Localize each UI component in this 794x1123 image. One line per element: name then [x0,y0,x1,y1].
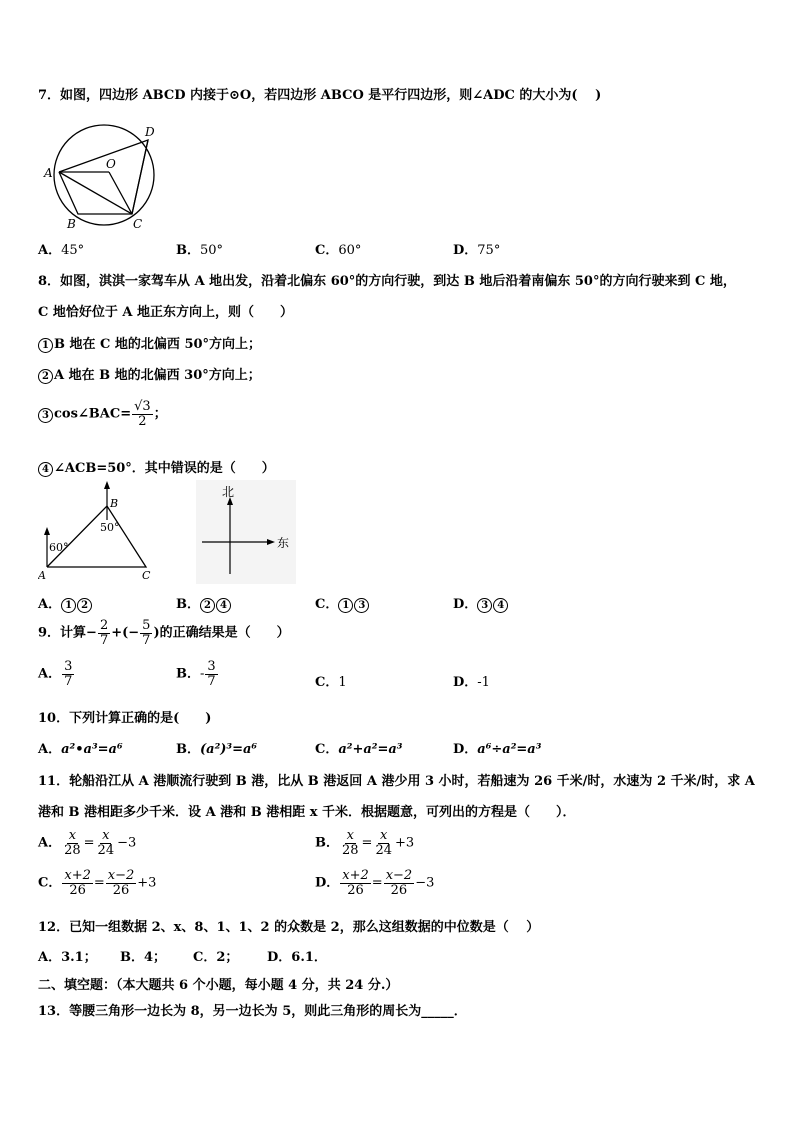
q12-option-c: C．2； [193,950,239,965]
q11-option-b: B． $\frac{x}{28}$ = $\frac{x}{24}$ +3 [315,828,415,858]
label-a: A [44,166,53,180]
q8-stem-line1: 8．如图，淇淇一家驾车从 A 地出发，沿着北偏东 60°的方向行驶，到达 B 地后沿着南偏东 50°的方向行驶来到 C 地， [38,274,736,289]
q9-option-c: C．1 [315,675,347,690]
q10-option-c: C．a²+a²=a³ [315,742,403,757]
q8-item-3: 3 cos∠BAC= $\frac{√3}{2}$ ； [38,400,167,428]
q11-stem-line2: 港和 B 港相距多少千米．设 A 港和 B 港相距 x 千米．根据题意，可列出的方程是（ ）． [38,805,576,820]
label-o: O [106,157,116,171]
q12-stem: 12．已知一组数据 2、x、8、1、1、2 的众数是 2，那么这组数据的中位数是（ ） [38,920,540,935]
q9-fraction-1: $\frac{2}{7}$ [99,618,109,648]
q8-item-4: 4 ∠ACB=50°．其中错误的是（ ） [38,457,275,477]
label-b: B [110,497,119,510]
q12-option-b: B．4； [120,950,167,965]
q12-option-d: D．6.1． [267,950,327,965]
q9-option-b: B．- $\frac{3}{7}$ [176,659,216,689]
triangle-abc [47,506,146,567]
q8-triangle-figure [38,480,162,584]
q9-stem: 9．计算− $\frac{2}{7}$ +(− $\frac{5}{7}$ )的正确结果是（ ） [38,618,290,648]
label-a: A [38,569,46,582]
q13-stem: 13．等腰三角形一边长为 8，另一边长为 5，则此三角形的周长为_____． [38,1004,467,1019]
q7-option-d: D．75° [453,243,501,258]
angle-label-60: 60° [49,541,69,554]
north-label: 北 [222,485,235,499]
q8-option-d: D． 3 4 [453,593,509,613]
section-heading-fill-in: 二、填空题：（本大题共 6 个小题，每小题 4 分，共 24 分.） [38,978,399,993]
label-c: C [133,217,143,230]
q8-item-2: 2 A 地在 B 地的北偏西 30°方向上； [38,364,261,384]
q8-item-1: 1 B 地在 C 地的北偏西 50°方向上； [38,333,261,353]
q8-option-c: C． 1 3 [315,593,370,613]
label-b: B [67,217,76,230]
q8-compass-figure [196,480,296,584]
circle-o [54,125,154,225]
q7-option-c: C．60° [315,243,362,258]
q8-stem-line2: C 地恰好位于 A 地正东方向上，则（ ） [38,305,294,320]
q10-option-b: B．(a²)³=a⁶ [176,742,258,757]
q10-option-a: A．a²•a³=a⁶ [38,742,123,757]
q7-option-b: B．50° [176,243,224,258]
q7-stem: 7．如图，四边形 ABCD 内接于⊙O，若四边形 ABCO 是平行四边形，则∠ADC 的大小为( ) [38,88,602,103]
q7-option-a: A．45° [38,243,85,258]
q10-stem: 10．下列计算正确的是( ) [38,711,212,726]
q8-option-a: A． 1 2 [38,593,93,613]
q9-option-a: A． $\frac{3}{7}$ [38,659,73,689]
label-d: D [145,125,155,139]
q11-stem-line1: 11．轮船沿江从 A 港顺流行驶到 B 港，比从 B 港返回 A 港少用 3 小时，若船速为 26 千米/时，水速为 2 千米/时，求 A [38,774,755,789]
cos-fraction: $\frac{√3}{2}$ [134,399,151,429]
q11-option-a: A． $\frac{x}{28}$ = $\frac{x}{24}$ −3 [38,828,137,858]
q9-fraction-2: $\frac{5}{7}$ [142,618,151,648]
q7-circle-figure [38,122,168,230]
q12-option-a: A．3.1； [38,950,97,965]
q10-option-d: D．a⁶÷a²=a³ [453,742,542,757]
label-c: C [142,569,151,582]
east-label: 东 [277,536,290,550]
angle-label-50: 50° [100,521,120,534]
q11-option-c: C． $\frac{x+2}{26}$ = $\frac{x-2}{26}$ +3 [38,868,157,898]
q8-option-b: B． 2 4 [176,593,232,613]
q9-option-d: D．-1 [453,675,490,690]
q11-option-d: D． $\frac{x+2}{26}$ = $\frac{x-2}{26}$ −3 [315,868,435,898]
